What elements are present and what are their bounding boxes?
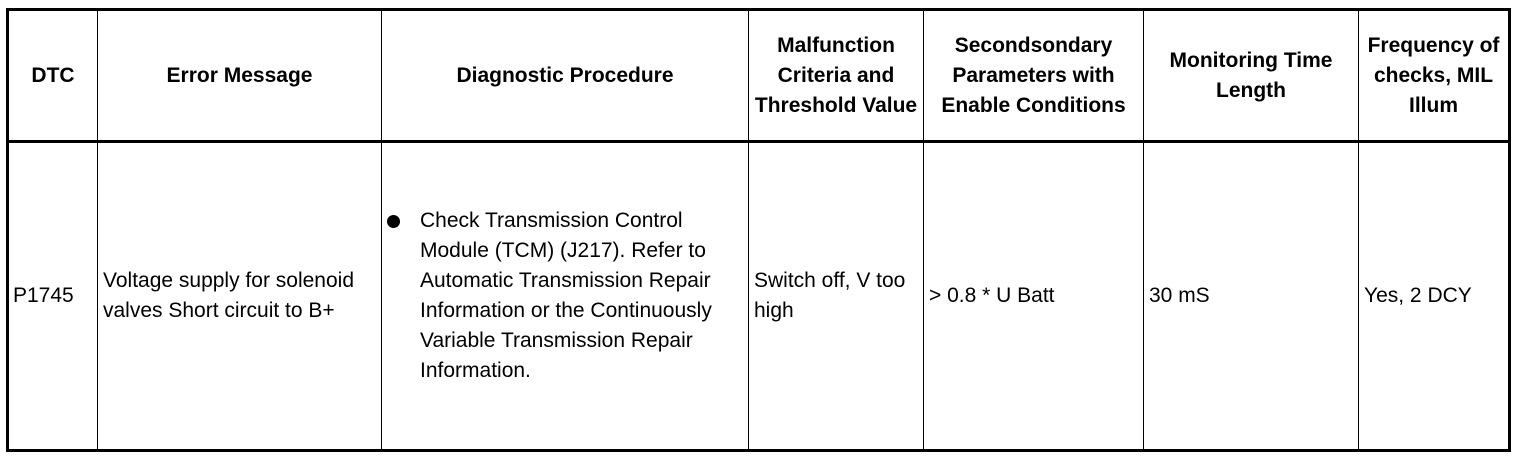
table-row <box>8 142 1510 451</box>
cell-monitoring-time: 30 mS <box>1144 142 1359 451</box>
cell-malfunction-criteria: Switch off, V too high <box>749 142 924 451</box>
procedure-list-item <box>387 206 744 386</box>
bullet-icon <box>387 215 400 228</box>
procedure-text: Check Transmission Control Module (TCM) (J217). Refer to Automatic Transmission Repair Information or the Continuously Variable Transmission Repair Information. <box>420 209 712 382</box>
cell-secondary-parameters: > 0.8 * U Batt <box>924 142 1144 451</box>
header-frequency: Frequency of checks, MIL Illum <box>1359 10 1510 142</box>
header-dtc: DTC <box>8 10 98 142</box>
cell-diagnostic-procedure <box>382 142 749 451</box>
cell-error-message: Voltage supply for solenoid valves Short circuit to B+ <box>98 142 382 451</box>
header-monitoring-time: Monitoring Time Length <box>1144 10 1359 142</box>
header-row <box>8 10 1510 142</box>
header-malfunction-criteria: Malfunction Criteria and Threshold Value <box>749 10 924 142</box>
header-error-message: Error Message <box>98 10 382 142</box>
cell-frequency: Yes, 2 DCY <box>1359 142 1510 451</box>
cell-dtc-code: P1745 <box>8 142 98 451</box>
header-diagnostic-procedure: Diagnostic Procedure <box>382 10 749 142</box>
dtc-table <box>6 8 1511 452</box>
header-secondary-parameters: Secondsondary Parameters with Enable Conditions <box>924 10 1144 142</box>
